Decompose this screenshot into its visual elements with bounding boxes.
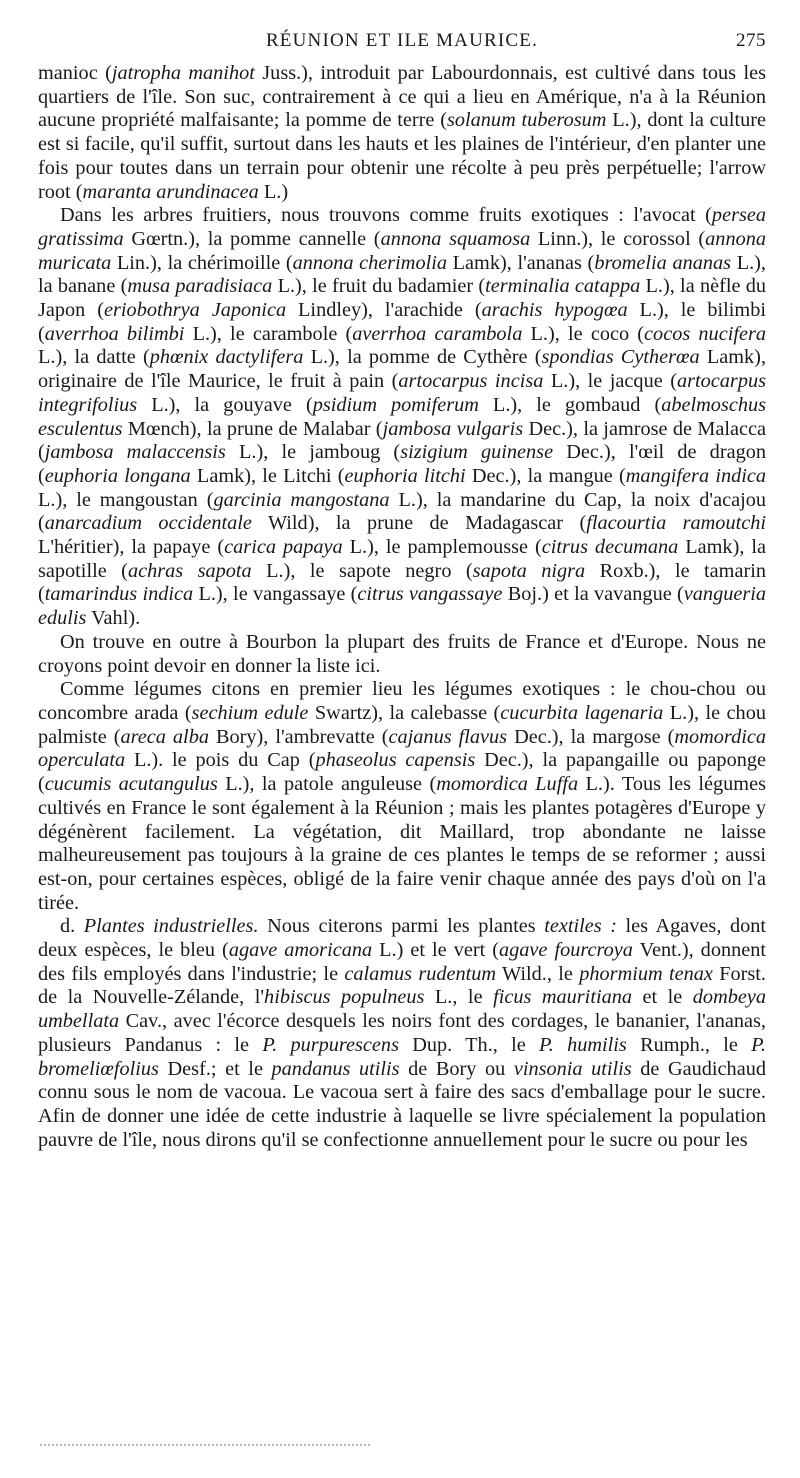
italic-run: momordica Luffa [436, 773, 579, 796]
text-run: L.), la banane ( [38, 251, 766, 298]
text-run: L.), le coco ( [522, 322, 645, 345]
text-run: Lin.), la chérimoille ( [111, 251, 293, 274]
italic-run: eriobothrya Japonica [104, 299, 287, 322]
italic-run: vinsonia utilis [513, 1057, 632, 1080]
italic-run: dombeya umbellata [38, 986, 766, 1033]
page-header [38, 30, 766, 56]
text-run: L.), le gombaud ( [478, 393, 662, 416]
text-run: et le [632, 986, 693, 1009]
text-run: Dans les arbres fruitiers, nous trouvons comme fruits exotiques : l'avocat ( [60, 204, 712, 227]
text-run: L.), la gouyave ( [137, 393, 313, 416]
paragraph [38, 62, 766, 204]
italic-run: phaseolus capensis [315, 749, 476, 772]
page-number: 275 [736, 30, 766, 51]
text-run: Dec.), la jamrose de Malacca ( [38, 417, 766, 464]
text-run: Rumph., le [626, 1033, 752, 1056]
italic-run: averrhoa bilimbi [44, 322, 185, 345]
italic-run: solanum tuberosum [446, 109, 607, 132]
italic-run: textiles : [544, 915, 617, 938]
text-run: L.), la datte ( [38, 346, 150, 369]
text-run: L.). le pois du Cap ( [125, 749, 316, 772]
italic-run: P. purpurescens [262, 1033, 399, 1056]
text-run: L.), la mandarine du Cap, la noix d'acajou ( [38, 488, 766, 535]
italic-run: areca alba [120, 725, 209, 748]
text-run: les Agaves, dont deux espèces, le bleu ( [38, 915, 767, 962]
italic-run: artocarpus integrifolius [38, 370, 766, 416]
italic-run: P. humilis [538, 1033, 627, 1056]
italic-run: garcinia mangostana [213, 488, 390, 511]
italic-run: terminalia catappa [485, 275, 641, 298]
italic-run: phormium tenax [579, 962, 713, 985]
text-run: L.), la pomme de Cythère ( [303, 346, 542, 369]
footer-print-marks [40, 1444, 370, 1448]
text-run: L'héritier), la papaye ( [38, 536, 225, 559]
text-run: L.), la patole anguleuse ( [217, 773, 437, 796]
text-run: Wild., le [496, 962, 580, 985]
italic-run: annona squamosa [380, 227, 531, 250]
text-run: L.), le mangoustan ( [38, 488, 214, 511]
text-run: Roxb.), le tamarin ( [38, 559, 766, 606]
text-run: L.), le carambole ( [184, 322, 353, 345]
italic-run: P. bromeliœfolius [38, 1033, 766, 1080]
italic-run: flacourtia ramoutchi [586, 512, 766, 535]
text-run: Dec.), la mangue ( [465, 464, 626, 487]
text-run: L.), le bilimbi ( [38, 299, 766, 345]
italic-run: sapota nigra [472, 559, 586, 582]
text-run: L.), le jacque ( [543, 370, 677, 393]
text-run: Vahl). [86, 607, 141, 630]
text-run: Lamk), originaire de l'île Maurice, le fruit à pain ( [38, 346, 767, 393]
text-run: manioc ( [38, 62, 112, 84]
italic-run: arachis hypogœa [481, 299, 628, 322]
text-run: L.), dont la culture est si facile, qu'il suffit, surtout dans les hauts et les plaines de l'intérieur, d'en planter une fois pour toutes dans un terrain pour obtenir une récolte à peu près perpétuelle; l'arrow root ( [38, 109, 766, 203]
italic-run: annona muricata [38, 227, 766, 274]
text-run: L., le [424, 986, 494, 1009]
italic-run: musa paradisiaca [127, 275, 273, 298]
text-run: Cav., avec l'écorce desquels les noirs font des cordages, le bananier, l'ananas, plusieurs Pandanus : le [38, 1010, 766, 1056]
italic-run: agave amoricana [228, 939, 373, 962]
paragraph [38, 631, 766, 678]
text-run: L.), le sapote negro ( [251, 559, 473, 582]
paragraph [38, 204, 766, 631]
italic-run: artocarpus incisa [398, 370, 544, 393]
italic-run: cucurbita lagenaria [500, 701, 664, 724]
italic-run: Plantes industrielles. [83, 915, 259, 938]
italic-run: cucumis acutangulus [44, 773, 218, 796]
text-run: L.) [258, 180, 289, 203]
italic-run: euphoria litchi [344, 464, 466, 487]
text-run: Nous citerons parmi les plantes [258, 915, 545, 938]
body-text [38, 62, 766, 1152]
text-run: d. [60, 915, 84, 938]
text-run: Linn.), le corossol ( [530, 227, 706, 250]
italic-run: euphoria longana [44, 464, 191, 487]
text-run: Dup. Th., le [398, 1033, 539, 1056]
italic-run: tamarindus indica [44, 583, 194, 606]
text-run: Comme légumes citons en premier lieu les légumes exotiques : le chou-chou ou concombre arada ( [38, 678, 766, 724]
italic-run: mangifera indica [625, 464, 767, 487]
paragraph [38, 678, 766, 915]
italic-run: cajanus flavus [388, 725, 508, 748]
text-run: Lindley), l'arachide ( [286, 299, 482, 322]
text-run: Desf.; et le [158, 1057, 272, 1080]
italic-run: cocos nucifera [644, 322, 766, 345]
text-run: Swartz), la calebasse ( [308, 701, 501, 724]
italic-run: citrus decumana [541, 536, 679, 559]
italic-run: carica papaya [224, 536, 343, 559]
text-run: Lamk), le Litchi ( [190, 464, 345, 487]
italic-run: sechium edule [191, 701, 309, 724]
italic-run: annona cherimolia [292, 251, 448, 274]
text-run: Dec.), l'œil de dragon ( [38, 441, 767, 487]
text-run: L.), le jamboug ( [225, 441, 401, 464]
text-run: Juss.), introduit par Labourdonnais, est cultivé dans tous les quartiers de l'île. Son suc, contrairement à ce qui a lieu en Amérique, n'a à la Réunion aucune propriété malfaisante; la pomme de terre ( [38, 62, 766, 132]
italic-run: hibiscus populneus [264, 986, 425, 1009]
text-run: Lamk), la sapotille ( [38, 536, 767, 582]
italic-run: persea gratissima [38, 204, 766, 250]
text-run: Boj.) et la vavangue ( [502, 583, 684, 606]
paragraph [38, 915, 766, 1152]
italic-run: maranta arundinacea [82, 180, 259, 203]
italic-run: psidium pomiferum [312, 393, 479, 416]
text-run: L.) et le vert ( [372, 939, 499, 962]
italic-run: phœnix dactylifera [149, 346, 304, 369]
italic-run: citrus vangassaye [357, 583, 503, 606]
italic-run: ficus mauritiana [493, 986, 633, 1009]
text-run: L.), le chou palmiste ( [38, 701, 766, 748]
text-run: Vent.), donnent des fils employés dans l'industrie; le [38, 939, 767, 985]
text-run: L.). Tous les légumes cultivés en France le sont également à la Réunion ; mais les plantes potagères d'Europe y dégénèrent facilement. La végétation, dit Maillard, trop abondante ne laisse malheureusement pas toujours à la graine de ces plantes le temps de se reformer ; aussi est-on, pour certaines espèces, obligé de la faire venir chaque année des pays d'où on l'a tirée. [38, 773, 766, 914]
italic-run: spondias Cytherœa [541, 346, 700, 369]
italic-run: jatropha manihot [111, 62, 255, 84]
italic-run: abelmoschus esculentus [38, 393, 766, 440]
italic-run: bromelia ananas [594, 251, 732, 274]
italic-run: calamus rudentum [344, 962, 497, 985]
text-run: Forst. de la Nouvelle-Zélande, l' [38, 962, 766, 1009]
italic-run: averrhoa carambola [352, 322, 523, 345]
text-run: de Gaudichaud connu sous le nom de vacoua. Le vacoua sert à faire des sacs d'emballage pour le sucre. Afin de donner une idée de cette industrie à laquelle se livre spécialement la population pauvre de l'île, nous dirons qu'il se confectionne annuellement pour le sucre ou pour les [38, 1057, 766, 1151]
text-run: Wild), la prune de Madagascar ( [251, 512, 587, 535]
text-run: Bory), l'ambrevatte ( [208, 725, 389, 748]
italic-run: momordica operculata [38, 725, 766, 772]
italic-run: achras sapota [127, 559, 252, 582]
italic-run: pandanus utilis [271, 1057, 400, 1080]
italic-run: agave fourcroya [499, 939, 633, 962]
text-run: On trouve en outre à Bourbon la plupart des fruits de France et d'Europe. Nous ne croyons point devoir en donner la liste ici. [38, 630, 766, 677]
text-run: Gœrtn.), la pomme cannelle ( [123, 227, 381, 250]
italic-run: anarcadium occidentale [44, 512, 252, 535]
text-run: L.), le fruit du badamier ( [272, 275, 486, 298]
text-run: L.), la nèfle du Japon ( [38, 275, 767, 322]
text-run: Dec.), la papangaille ou paponge ( [38, 749, 766, 796]
italic-run: jambosa malaccensis [44, 441, 226, 464]
text-run: L.), le vangassaye ( [193, 583, 358, 606]
text-run: Dec.), la margose ( [507, 725, 675, 748]
italic-run: jambosa vulgaris [382, 417, 524, 440]
text-run: L.), le pamplemousse ( [342, 536, 542, 559]
text-run: Mœnch), la prune de Malabar ( [122, 417, 383, 440]
italic-run: vangueria edulis [38, 583, 767, 630]
italic-run: sizigium guinense [400, 441, 554, 464]
running-title: RÉUNION ET ILE MAURICE. [265, 30, 539, 51]
text-run: de Bory ou [399, 1057, 514, 1080]
text-run: Lamk), l'ananas ( [447, 251, 595, 274]
